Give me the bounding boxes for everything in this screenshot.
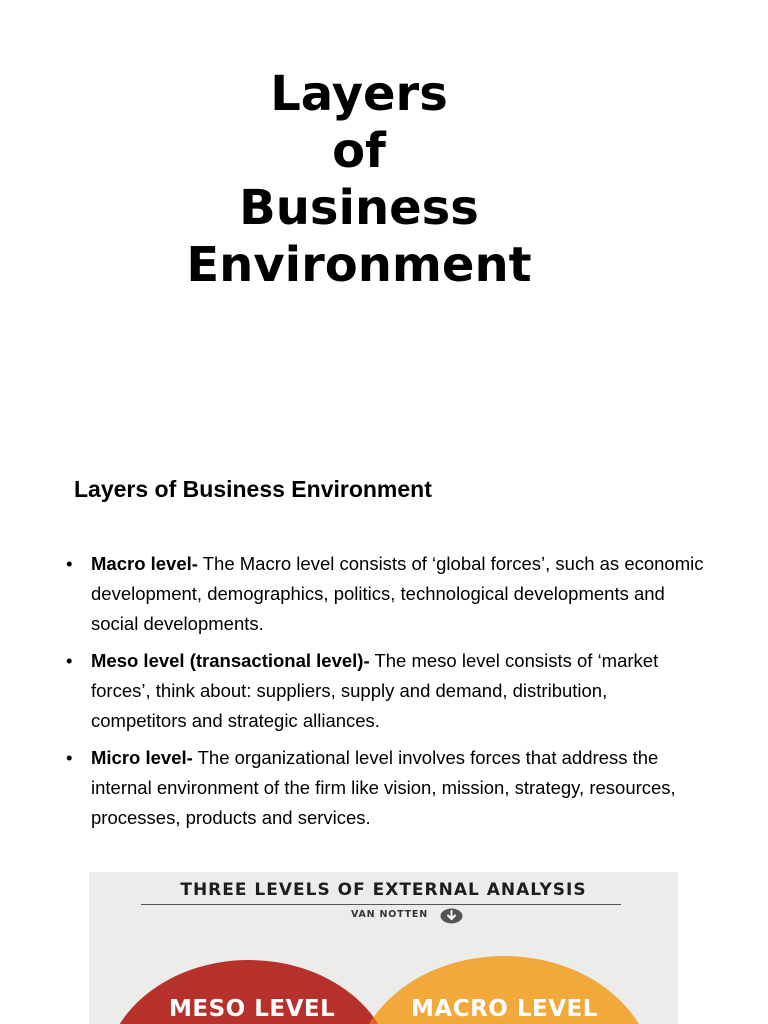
figure-title: THREE LEVELS OF EXTERNAL ANALYSIS [180, 880, 587, 900]
macro-level-label: MACRO LEVEL [411, 996, 598, 1022]
bullet-term: Meso level (transactional level)- [91, 650, 370, 671]
figure-source: VAN NOTTEN [351, 909, 428, 920]
list-item [66, 646, 706, 736]
bullet-list [66, 549, 706, 840]
figure-divider [141, 904, 621, 905]
list-item [66, 743, 706, 833]
list-item [66, 549, 706, 639]
page-title [0, 66, 718, 294]
title-line: of [332, 123, 386, 179]
bullet-text: The meso level consists of ‘market forces’, think about: suppliers, supply and demand, distribution, competitors and strategic alliances. [91, 650, 659, 731]
title-line: Business [239, 180, 479, 236]
meso-level-label: MESO LEVEL [169, 996, 336, 1022]
bullet-icon: • [66, 650, 73, 671]
title-line: Environment [186, 237, 532, 293]
bullet-text: The organizational level involves forces that address the internal environment of the firm like vision, mission, strategy, resources, processes, products and services. [91, 747, 676, 828]
bullet-text: The Macro level consists of ‘global forces’, such as economic development, demographics, politics, technological developments and social developments. [91, 553, 704, 634]
bullet-term: Micro level- [91, 747, 193, 768]
bullet-term: Macro level- [91, 553, 198, 574]
bullet-icon: • [66, 553, 73, 574]
section-heading: Layers of Business Environment [74, 476, 432, 502]
bullet-icon: • [66, 747, 73, 768]
arrow-down-circle-icon [440, 908, 463, 924]
external-analysis-figure [89, 872, 678, 1024]
title-line: Layers [270, 66, 448, 122]
